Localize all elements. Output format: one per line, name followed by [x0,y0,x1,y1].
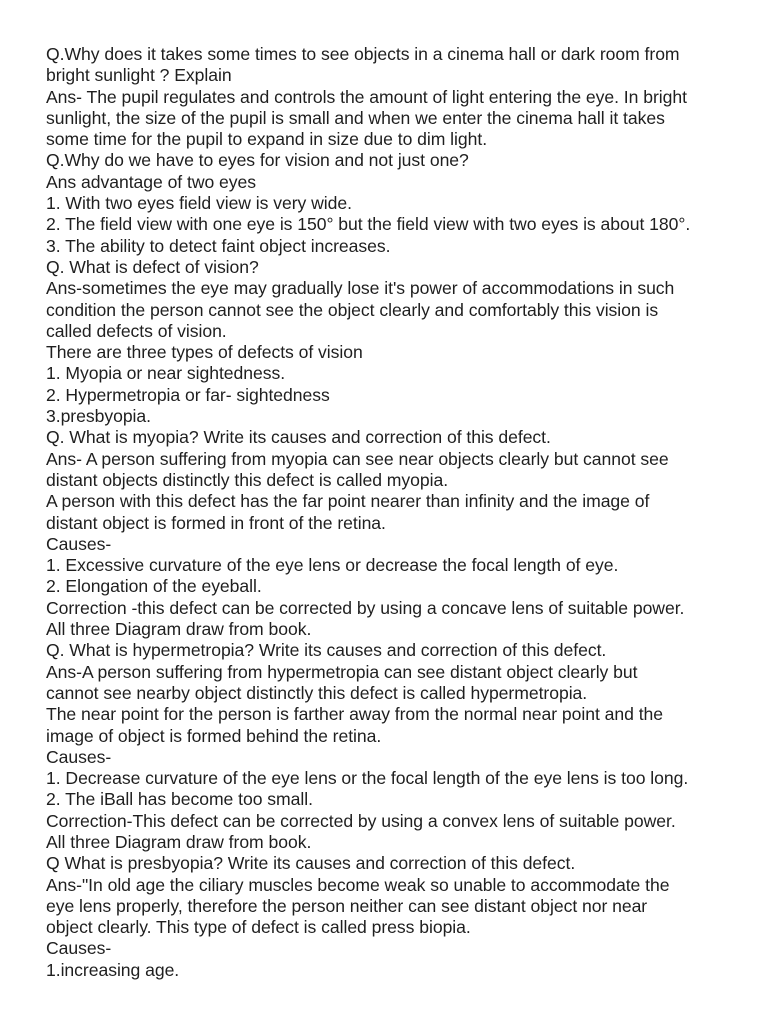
text-line: eye lens properly, therefore the person neither can see distant object nor near [46,895,648,916]
text-line: 1. Decrease curvature of the eye lens or the focal length of the eye lens is too long. [46,768,689,789]
text-line: Q. What is defect of vision? [46,256,259,277]
text-line: Ans-"In old age the ciliary muscles become weak so unable to accommodate the [46,874,670,895]
text-line: There are three types of defects of vision [46,342,363,363]
text-line: condition the person cannot see the object clearly and comfortably this vision is [46,299,659,320]
text-line: 2. Elongation of the eyeball. [46,576,262,597]
text-line: 3.presbyopia. [46,406,151,427]
text-line: Causes- [46,533,112,554]
text-line: bright sunlight ? Explain [46,65,232,86]
text-line: Ans-sometimes the eye may gradually lose it's power of accommodations in such [46,278,675,299]
text-line: 3. The ability to detect faint object increases. [46,235,391,256]
text-line: 1. With two eyes field view is very wide. [46,193,352,214]
text-line: Correction -this defect can be corrected by using a concave lens of suitable power. [46,597,685,618]
text-line: Ans- The pupil regulates and controls the amount of light entering the eye. In bright [46,86,687,107]
text-line: The near point for the person is farther away from the normal near point and the [46,704,664,725]
text-line: some time for the pupil to expand in size due to dim light. [46,129,488,150]
text-line: 1. Myopia or near sightedness. [46,363,286,384]
text-line: Correction-This defect can be corrected by using a convex lens of suitable power. [46,810,676,831]
text-line: 1.increasing age. [46,959,180,980]
text-line: 2. The iBall has become too small. [46,789,313,810]
text-line: Ans-A person suffering from hypermetropia can see distant object clearly but [46,661,638,682]
text-line: cannot see nearby object distinctly this defect is called hypermetropia. [46,682,588,703]
text-line: Ans advantage of two eyes [46,171,257,192]
text-line: distant object is formed in front of the retina. [46,512,386,533]
text-line: 2. The field view with one eye is 150° but the field view with two eyes is about 180°. [46,214,691,235]
document-text-body [46,44,748,981]
text-line: distant objects distinctly this defect is called myopia. [46,469,449,490]
text-line: Q.Why does it takes some times to see objects in a cinema hall or dark room from [46,44,680,64]
text-line: object clearly. This type of defect is called press biopia. [46,917,471,938]
text-line: Q.Why do we have to eyes for vision and not just one? [46,150,469,171]
text-line: 1. Excessive curvature of the eye lens or decrease the focal length of eye. [46,555,619,576]
text-line: Ans- A person suffering from myopia can see near objects clearly but cannot see [46,448,669,469]
text-line: Causes- [46,938,112,959]
text-line: Q What is presbyopia? Write its causes and correction of this defect. [46,853,576,874]
text-line: A person with this defect has the far point nearer than infinity and the image of [46,491,650,512]
text-line: All three Diagram draw from book. [46,831,312,852]
text-line: sunlight, the size of the pupil is small and when we enter the cinema hall it takes [46,107,665,128]
text-line: Causes- [46,746,112,767]
text-line: image of object is formed behind the retina. [46,725,382,746]
text-line: Q. What is hypermetropia? Write its causes and correction of this defect. [46,640,607,661]
text-line: called defects of vision. [46,320,227,341]
text-line: 2. Hypermetropia or far- sightedness [46,384,330,405]
text-line: Q. What is myopia? Write its causes and correction of this defect. [46,427,551,448]
text-line: All three Diagram draw from book. [46,619,312,640]
